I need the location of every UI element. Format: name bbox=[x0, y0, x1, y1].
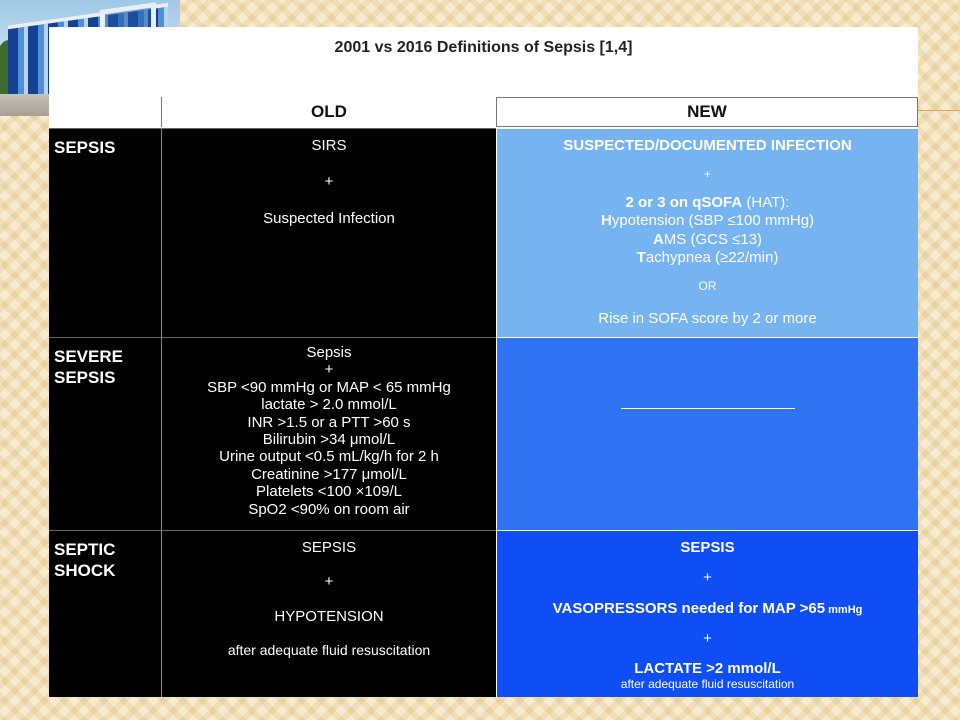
shock-old-hypotension: HYPOTENSION bbox=[274, 607, 384, 625]
row-label-shock: SHOCK bbox=[54, 561, 116, 581]
ams-line bbox=[497, 231, 918, 249]
new-plus: + bbox=[703, 167, 711, 182]
column-header-new: NEW bbox=[496, 97, 918, 127]
hypotension-line bbox=[497, 212, 918, 230]
qsofa-line bbox=[497, 194, 918, 212]
removed-line bbox=[621, 408, 795, 409]
severe-line: SBP <90 mmHg or MAP < 65 mmHg bbox=[207, 378, 451, 396]
slide-panel bbox=[49, 27, 918, 697]
vasopressors-line bbox=[497, 600, 918, 618]
decorative-rule bbox=[918, 110, 960, 111]
qsofa-bold: 2 or 3 on qSOFA bbox=[625, 193, 743, 211]
row-label-severe-sepsis bbox=[49, 337, 161, 530]
or-text: OR bbox=[698, 279, 717, 294]
a-bold: A bbox=[652, 230, 664, 248]
shock-old-sepsis: SEPSIS bbox=[301, 539, 357, 556]
severe-line: + bbox=[324, 361, 334, 379]
severe-line: Sepsis bbox=[306, 344, 352, 361]
sepsis-old-cell bbox=[161, 128, 496, 337]
shock-old-after: after adequate fluid resuscitation bbox=[227, 641, 431, 658]
severe-line: SpO2 <90% on room air bbox=[248, 500, 410, 518]
shock-new-sepsis: SEPSIS bbox=[680, 539, 735, 556]
old-plus: + bbox=[324, 173, 334, 191]
h-rest: ypotension (SBP ≤100 mmHg) bbox=[611, 212, 815, 230]
vasopressors-unit: mmHg bbox=[825, 603, 863, 616]
shock-old-plus: + bbox=[324, 573, 334, 591]
rise-sofa: Rise in SOFA score by 2 or more bbox=[598, 309, 817, 327]
t-bold: T bbox=[636, 248, 646, 266]
h-bold: H bbox=[600, 212, 612, 230]
lactate-line: LACTATE >2 mmol/L bbox=[634, 660, 781, 678]
new-suspected: SUSPECTED/DOCUMENTED INFECTION bbox=[563, 137, 852, 154]
old-sirs: SIRS bbox=[311, 137, 347, 154]
a-rest: MS (GCS ≤13) bbox=[663, 230, 763, 248]
qsofa-rest: (HAT): bbox=[742, 193, 790, 211]
row-label-sepsis bbox=[49, 128, 161, 337]
column-header-old: OLD bbox=[161, 97, 496, 127]
shock-new-plus-2: + bbox=[703, 629, 712, 647]
severe-line: Creatinine >177 μmol/L bbox=[251, 465, 407, 483]
severe-line: lactate > 2.0 mmol/L bbox=[261, 396, 397, 414]
severe-line: INR >1.5 or a PTT >60 s bbox=[247, 413, 411, 431]
row-label-severe: SEVERE bbox=[54, 347, 123, 366]
shock-new-after: after adequate fluid resuscitation bbox=[620, 677, 795, 692]
t-rest: achypnea (≥22/min) bbox=[645, 248, 779, 266]
slide-title: 2001 vs 2016 Definitions of Sepsis [1,4] bbox=[334, 39, 633, 56]
row-label-septic-shock bbox=[49, 530, 161, 697]
shock-old-cell bbox=[161, 530, 496, 697]
shock-new-plus-1: + bbox=[703, 569, 712, 587]
old-suspected: Suspected Infection bbox=[263, 209, 395, 227]
severe-old-cell bbox=[161, 337, 496, 530]
row-label-text: SEPSIS bbox=[54, 138, 116, 157]
row-label-septic: SEPTIC bbox=[54, 540, 116, 559]
vasopressors-text: VASOPRESSORS needed for MAP >65 bbox=[552, 599, 826, 617]
severe-line: Platelets <100 ×109/L bbox=[256, 483, 402, 501]
shock-new-cell bbox=[496, 530, 918, 697]
severe-line: Urine output <0.5 mL/kg/h for 2 h bbox=[219, 448, 439, 466]
sepsis-new-cell bbox=[496, 128, 918, 337]
severe-new-cell bbox=[496, 337, 918, 530]
row-label-sepsis-2: SEPSIS bbox=[54, 368, 116, 388]
tachypnea-line bbox=[497, 249, 918, 267]
severe-line: Bilirubin >34 μmol/L bbox=[262, 430, 396, 448]
